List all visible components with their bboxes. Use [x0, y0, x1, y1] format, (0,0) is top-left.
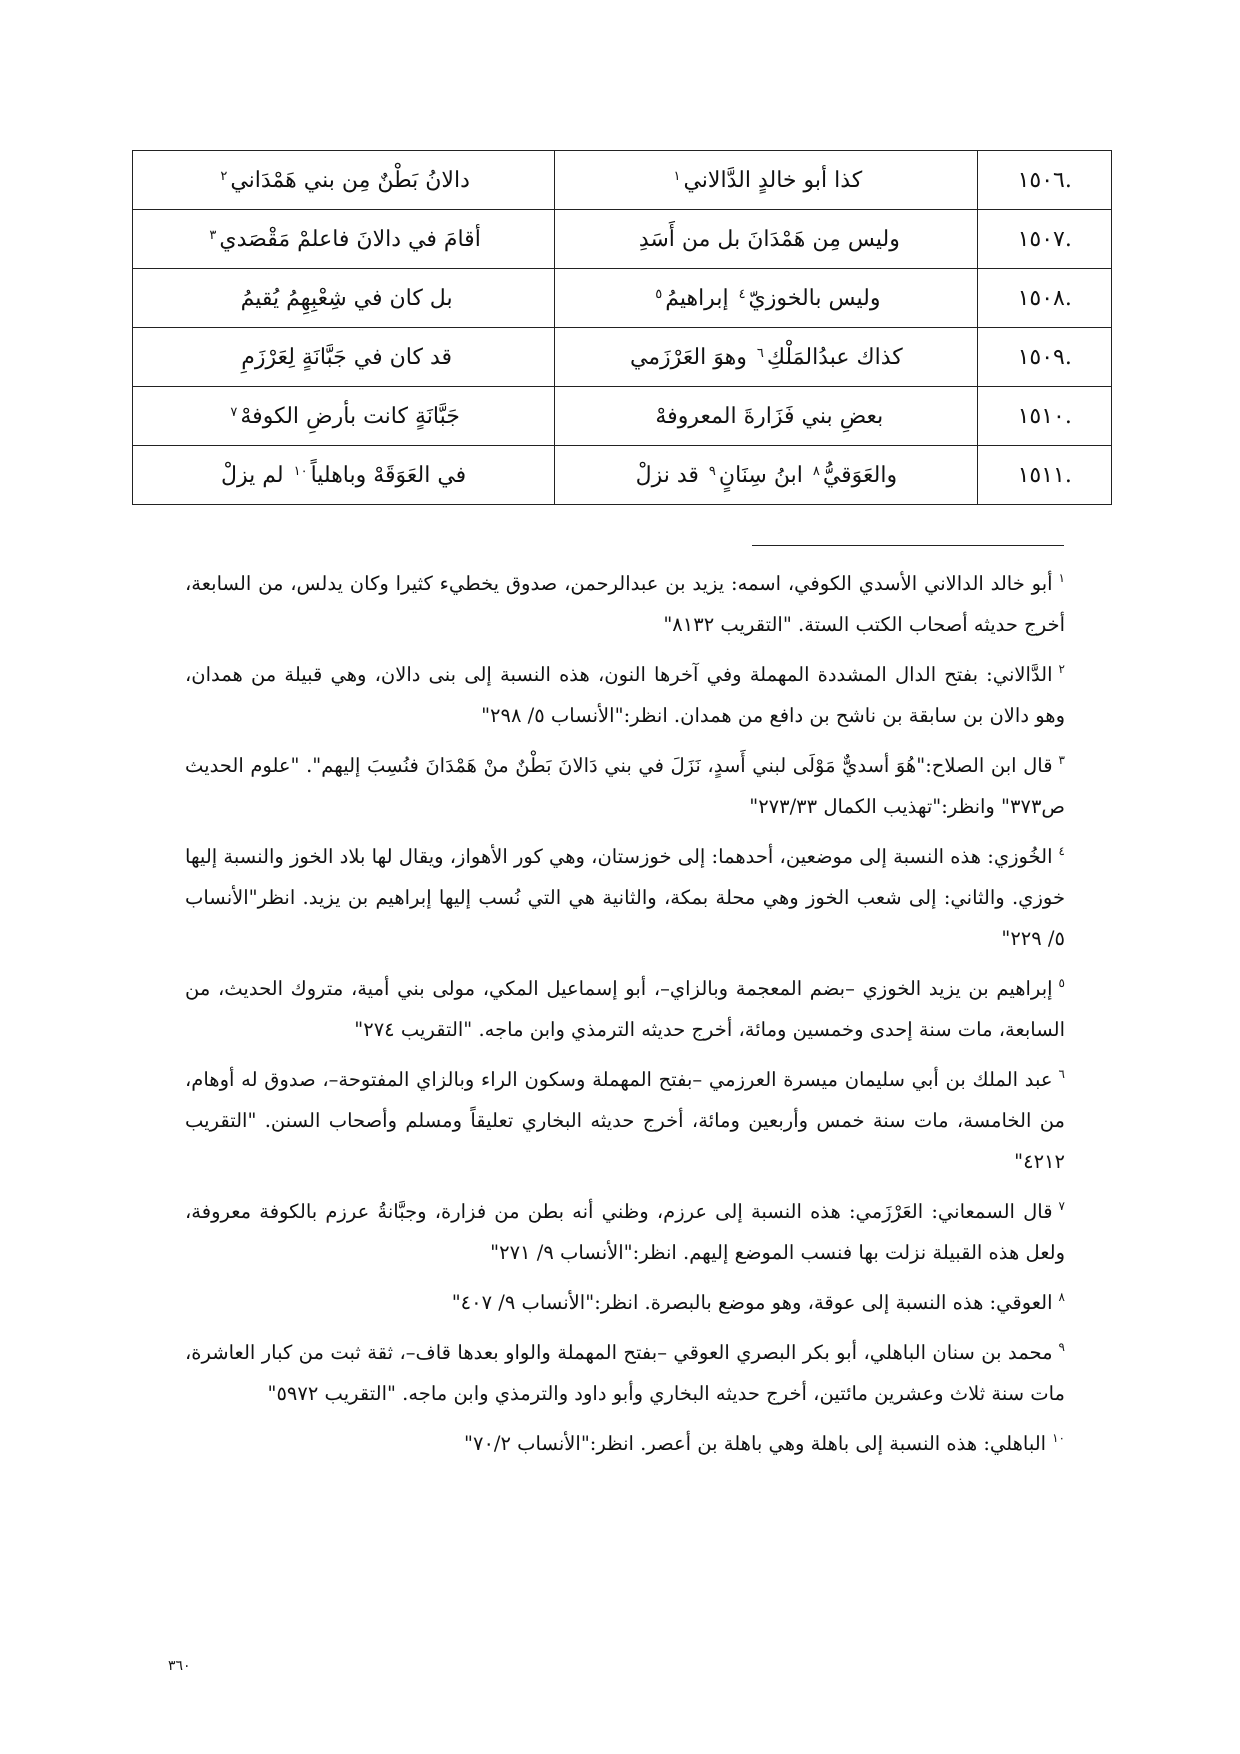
- hemistich-text: لم يزلْ: [221, 462, 284, 488]
- poem-row: [133, 269, 1112, 328]
- first-hemistich: [555, 328, 978, 387]
- first-hemistich: [555, 151, 978, 210]
- footnote-text: أبو خالد الدالاني الأسدي الكوفي، اسمه: يزيد بن عبدالرحمن، صدوق يخطيء كثيرا وكان يدلس، من السابعة، أخرج حديثه أصحاب الكتب الستة. "التقريب ٨١٣٢": [185, 572, 1065, 636]
- footnote-ref[interactable]: ٧: [230, 404, 238, 420]
- footnote-mark: ٢: [1058, 662, 1065, 676]
- second-hemistich: [133, 387, 555, 446]
- poem-row: [133, 387, 1112, 446]
- hemistich-text: كذا أبو خالدٍ الدَّالاني: [683, 167, 863, 193]
- footnote-text: العوقي: هذه النسبة إلى عوقة، وهو موضع بالبصرة. انظر:"الأنساب ٩/ ٤٠٧": [451, 1291, 1053, 1314]
- footnote: [185, 1277, 1065, 1323]
- hemistich-text: ابنُ سِنَانٍ: [718, 462, 803, 488]
- poem-row: [133, 151, 1112, 210]
- footnote-ref[interactable]: ٨: [812, 463, 820, 479]
- footnote-text: قال السمعاني: العَرْزَمي: هذه النسبة إلى عرزم، وظني أنه بطن من فزارة، وجبَّانةُ عرزم بالكوفة معروفة، ولعل هذه القبيلة نزلت بها فنسب الموضع إليهم. انظر:"الأنساب ٩/ ٢٧١": [185, 1200, 1065, 1264]
- poem-row: [133, 446, 1112, 505]
- second-hemistich: [133, 328, 555, 387]
- footnote-mark: ٩: [1058, 1340, 1065, 1354]
- poem-table: [132, 150, 1112, 505]
- footnote-ref[interactable]: ٦: [756, 345, 764, 361]
- hemistich-text: والعَوَقيُّ: [822, 462, 898, 488]
- verse-number: .١٥٠٦: [978, 151, 1112, 210]
- poem-row: [133, 210, 1112, 269]
- hemistich-text: قد نزلْ: [635, 462, 699, 488]
- second-hemistich: [133, 210, 555, 269]
- footnote-mark: ٣: [1058, 753, 1065, 767]
- footnote: [185, 963, 1065, 1050]
- page-number: ٣٦٠: [168, 1658, 191, 1674]
- footnote: [185, 1418, 1065, 1464]
- footnote-ref[interactable]: ٩: [708, 463, 716, 479]
- footnote-text: الباهلي: هذه النسبة إلى باهلة وهي باهلة بن أعصر. انظر:"الأنساب ٧٠/٢": [463, 1432, 1047, 1455]
- hemistich-text: وليس بالخوزيّ: [748, 285, 881, 311]
- footnote-mark: ٦: [1058, 1067, 1065, 1081]
- footnote-text: إبراهيم بن يزيد الخوزي –بضم المعجمة وبالزاي–، أبو إسماعيل المكي، مولى بني أمية، متروك الحديث، من السابعة، مات سنة إحدى وخمسين ومائة، أخرج حديثه الترمذي وابن ماجه. "التقريب ٢٧٤": [185, 977, 1065, 1041]
- second-hemistich: [133, 446, 555, 505]
- footnote-mark: ١٠: [1052, 1431, 1065, 1445]
- footnote-ref[interactable]: ٣: [209, 227, 217, 243]
- footnote-mark: ٥: [1058, 976, 1065, 990]
- first-hemistich: [555, 269, 978, 328]
- footnote-separator: [752, 545, 1064, 546]
- footnote-ref[interactable]: ٤: [738, 286, 746, 302]
- verse-number: .١٥٠٧: [978, 210, 1112, 269]
- second-hemistich: [133, 269, 555, 328]
- hemistich-text: قد كان في جَبَّانَةٍ لِعَرْزَمِ: [241, 344, 453, 370]
- footnote-ref[interactable]: ١٠: [293, 463, 308, 479]
- verse-number: .١٥١١: [978, 446, 1112, 505]
- footnote-text: الدَّالاني: بفتح الدال المشددة المهملة وفي آخرها النون، هذه النسبة إلى بنى دالان، وهي قبيلة من همدان، وهو دالان بن سابقة بن ناشح بن دافع من همدان. انظر:"الأنساب ٥/ ٢٩٨": [185, 663, 1065, 727]
- second-hemistich: [133, 151, 555, 210]
- footnote: [185, 1054, 1065, 1182]
- footnote-mark: ٧: [1058, 1199, 1065, 1213]
- poem-row: [133, 328, 1112, 387]
- footnote-mark: ١: [1058, 571, 1065, 585]
- first-hemistich: [555, 446, 978, 505]
- first-hemistich: [555, 387, 978, 446]
- first-hemistich: [555, 210, 978, 269]
- hemistich-text: وهوَ العَرْزَمي: [629, 344, 747, 370]
- footnote-ref[interactable]: ٢: [220, 168, 228, 184]
- verse-number: .١٥٠٩: [978, 328, 1112, 387]
- footnote-text: قال ابن الصلاح:"هُوَ أسديٌّ مَوْلَى لبني أَسدٍ، نَزَلَ في بني دَالانَ بَطْنٌ منْ هَمْدَانَ فنُسِبَ إليهم". "علوم الحديث ص٣٧٣" وانظر:"تهذيب الكمال ٢٧٣/٣٣": [185, 754, 1065, 818]
- footnote: [185, 740, 1065, 827]
- footnote: [185, 1186, 1065, 1273]
- footnote-mark: ٨: [1058, 1290, 1065, 1304]
- verse-number: .١٥٠٨: [978, 269, 1112, 328]
- footnote: [185, 558, 1065, 645]
- footnote-text: الخُوزي: هذه النسبة إلى موضعين، أحدهما: إلى خوزستان، وهي كور الأهواز، ويقال لها بلاد الخوز والنسبة إليها خوزي. والثاني: إلى شعب الخوز وهي محلة بمكة، والثانية هي التي نُسب إليها إبراهيم بن يزيد. انظر"الأنساب ٥/ ٢٢٩": [185, 845, 1065, 950]
- hemistich-text: دالانُ بَطْنٌ مِن بني هَمْدَاني: [230, 167, 470, 193]
- footnote-ref[interactable]: ٥: [655, 286, 663, 302]
- footnotes: [185, 558, 1065, 1468]
- footnote-ref[interactable]: ١: [673, 168, 681, 184]
- footnote-text: محمد بن سنان الباهلي، أبو بكر البصري العوقي –بفتح المهملة والواو بعدها قاف–، ثقة ثبت من كبار العاشرة، مات سنة ثلاث وعشرين مائتين، أخرج حديثه البخاري وأبو داود والترمذي وابن ماجه. "التقريب ٥٩٧٢": [185, 1341, 1065, 1405]
- hemistich-text: إبراهيمُ: [665, 285, 729, 311]
- footnote-text: عبد الملك بن أبي سليمان ميسرة العرزمي –بفتح المهملة وسكون الراء وبالزاي المفتوحة–، صدوق له أوهام، من الخامسة، مات سنة خمس وأربعين ومائة، أخرج حديثه البخاري تعليقاً ومسلم وأصحاب السنن. "التقريب ٤٢١٢": [185, 1068, 1065, 1173]
- hemistich-text: كذاك عبدُالمَلْكِ: [766, 344, 903, 370]
- hemistich-text: جَبَّانَةٍ كانت بأرضِ الكوفهْ: [240, 403, 460, 429]
- verse-number: .١٥١٠: [978, 387, 1112, 446]
- footnote: [185, 831, 1065, 959]
- hemistich-text: وليس مِن هَمْدَانَ بل من أَسَدِ: [638, 226, 900, 252]
- hemistich-text: أقامَ في دالانَ فاعلمْ مَقْصَدي: [219, 226, 481, 252]
- footnote: [185, 649, 1065, 736]
- hemistich-text: بل كان في شِعْبِهِمُ يُقيمُ: [240, 285, 453, 311]
- hemistich-text: بعضِ بني فَزَارةَ المعروفهْ: [655, 403, 884, 429]
- hemistich-text: في العَوَقَهْ وباهلياً: [310, 462, 467, 488]
- footnote: [185, 1327, 1065, 1414]
- footnote-mark: ٤: [1058, 844, 1065, 858]
